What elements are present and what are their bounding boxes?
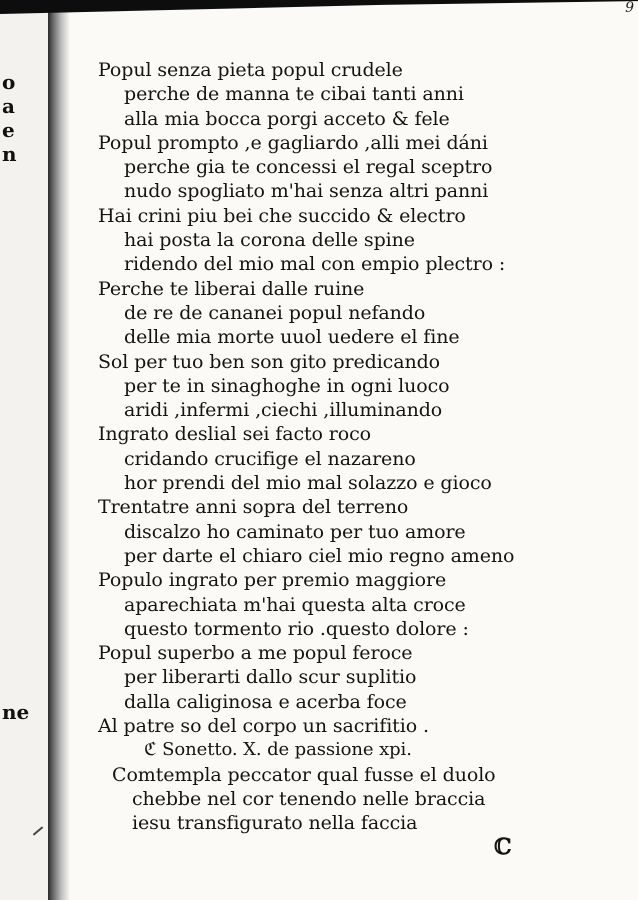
verse-line: Populo ingrato per premio maggiore	[98, 569, 447, 592]
margin-fragment: e	[2, 118, 15, 142]
verse-line: aparechiata m'hai questa alta croce	[124, 593, 466, 616]
verse-line: questo tormento rio .questo dolore :	[124, 617, 469, 640]
verse-line: Al patre so del corpo un sacrifitio .	[98, 715, 429, 738]
folio-number: 9	[625, 0, 634, 16]
verse-line: hai posta la corona delle spine	[124, 229, 415, 252]
margin-fragment: a	[2, 94, 15, 118]
verse-line: discalzo ho caminato per tuo amore	[124, 520, 466, 543]
verse-line: Hai crini piu bei che succido & electro	[98, 204, 466, 227]
verse-line: chebbe nel cor tenendo nelle braccia	[132, 787, 486, 810]
catchword: ℂ	[494, 834, 512, 860]
verse-line: per darte el chiaro ciel mio regno ameno	[124, 544, 515, 567]
verse-line: delle mia morte uuol uedere el fine	[124, 326, 460, 349]
binding-gutter	[48, 0, 70, 900]
verse-line: alla mia bocca porgi acceto & fele	[124, 107, 450, 130]
verse-line: aridi ,infermi ,ciechi ,illuminando	[124, 399, 443, 422]
sonnet-heading: ℭ Sonetto. X. de passione xpi.	[144, 739, 412, 761]
verse-line: de re de cananei popul nefando	[124, 301, 426, 324]
verse-line: per te in sinaghoghe in ogni luoco	[124, 374, 450, 397]
verse-line: Perche te liberai dalle ruine	[98, 277, 365, 300]
verse-line: per liberarti dallo scur suplitio	[124, 666, 417, 689]
poem-text	[98, 58, 538, 836]
scan-top-edge	[0, 0, 638, 14]
verse-line: Trentatre anni sopra del terreno	[98, 496, 409, 519]
verse-line: iesu transfigurato nella faccia	[132, 812, 418, 835]
verse-line: dalla caliginosa e acerba foce	[124, 690, 407, 713]
margin-fragment: n	[2, 142, 17, 166]
verse-line: Popul prompto ,e gagliardo ,alli mei dáni	[98, 131, 488, 154]
verse-line: hor prendi del mio mal solazzo e gioco	[124, 472, 492, 495]
verse-line: Popul senza pieta popul crudele	[98, 59, 403, 81]
verse-line: cridando crucifige el nazareno	[124, 447, 416, 470]
verse-line: Popul superbo a me popul feroce	[98, 642, 413, 665]
verse-line: Sol per tuo ben son gito predicando	[98, 350, 440, 373]
verse-line: ridendo del mio mal con empio plectro :	[124, 253, 506, 276]
verse-line: nudo spogliato m'hai senza altri panni	[124, 180, 489, 203]
margin-fragment: o	[2, 70, 16, 94]
verse-line: Ingrato deslial sei facto roco	[98, 423, 372, 446]
verse-line: Comtempla peccator qual fusse el duolo	[112, 763, 496, 786]
verse-line: perche gia te concessi el regal sceptro	[124, 156, 493, 179]
verse-line: perche de manna te cibai tanti anni	[124, 83, 464, 106]
margin-fragment: ne	[2, 700, 30, 724]
